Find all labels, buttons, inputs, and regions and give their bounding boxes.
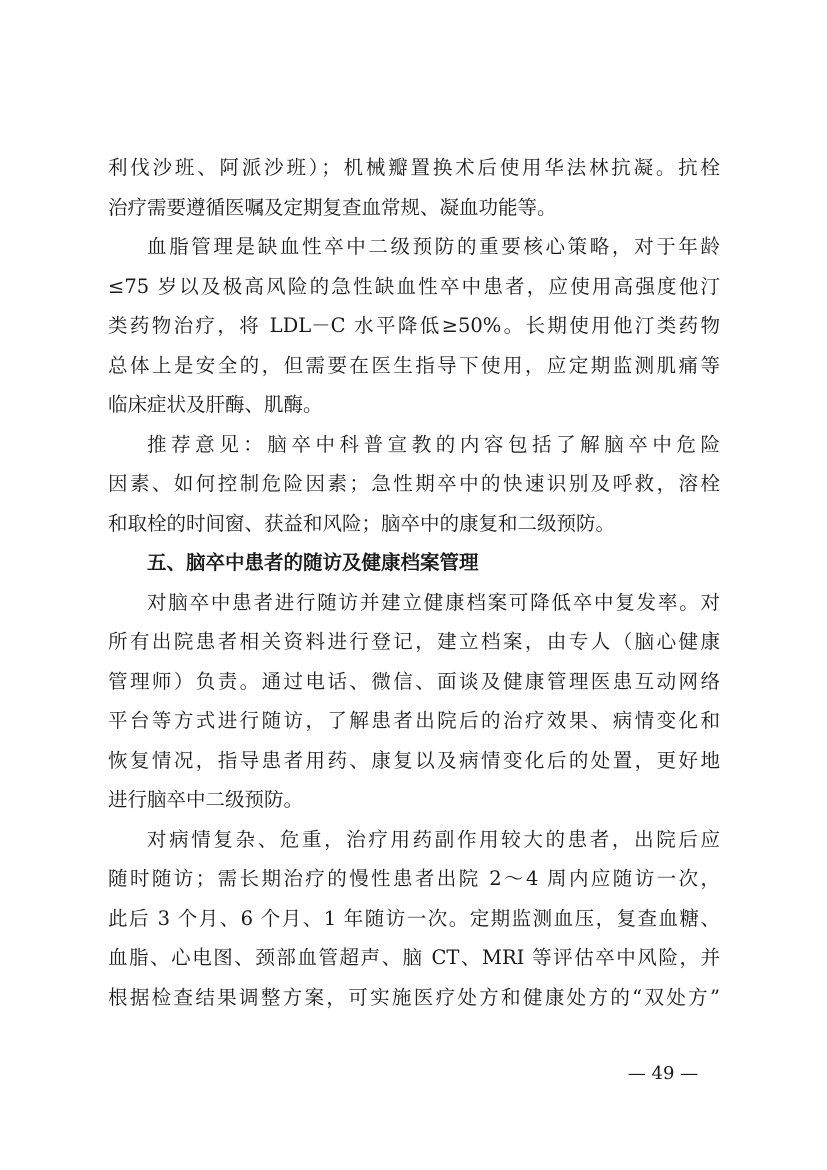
section-heading: 五、脑卒中患者的随访及健康档案管理	[147, 551, 479, 574]
document-body	[108, 148, 720, 1017]
text-line: 进行脑卒中二级预防。	[108, 788, 304, 811]
text-line: 恢复情况，指导患者用药、康复以及病情变化后的处置，更好地	[108, 748, 720, 772]
text-line: 利伐沙班、阿派沙班）；机械瓣置换术后使用华法林抗凝。抗栓	[108, 156, 720, 179]
text-line: 临床症状及肝酶、肌酶。	[108, 393, 323, 416]
text-line: 此后 3 个月、6 个月、1 年随访一次。定期监测血压，复查血糖、	[108, 906, 720, 930]
text-line: 随时随访；需长期治疗的慢性患者出院 2～4 周内应随访一次，	[108, 867, 720, 890]
paragraph-line: 对脑卒中患者进行随访并建立健康档案可降低卒中复发率。对	[147, 590, 720, 614]
text-line: ≤75 岁以及极高风险的急性缺血性卒中患者，应使用高强度他汀	[108, 274, 720, 298]
text-line: 所有出院患者相关资料进行登记，建立档案，由专人（脑心健康	[108, 630, 720, 653]
paragraph-line: 血脂管理是缺血性卒中二级预防的重要核心策略，对于年龄	[147, 235, 720, 258]
text-line: 总体上是安全的，但需要在医生指导下使用，应定期监测肌痛等	[108, 353, 720, 377]
text-line: 血脂、心电图、颈部血管超声、脑 CT、MRI 等评估卒中风险，并	[108, 946, 720, 969]
paragraph-line: 推荐意见：脑卒中科普宣教的内容包括了解脑卒中危险	[147, 432, 720, 456]
text-line: 治疗需要遵循医嘱及定期复查血常规、凝血功能等。	[108, 195, 557, 219]
text-line: 管理师）负责。通过电话、微信、面谈及健康管理医患互动网络	[108, 669, 720, 693]
text-line: 和取栓的时间窗、获益和风险；脑卒中的康复和二级预防。	[108, 511, 616, 535]
text-line: 平台等方式进行随访，了解患者出院后的治疗效果、病情变化和	[108, 709, 720, 732]
page-number: — 49 —	[627, 1063, 699, 1084]
text-line: 因素、如何控制危险因素；急性期卒中的快速识别及呼救，溶栓	[108, 472, 720, 495]
text-line: 类药物治疗，将 LDL－C 水平降低≥50%。长期使用他汀类药物	[108, 314, 720, 337]
paragraph-line: 对病情复杂、危重，治疗用药副作用较大的患者，出院后应	[147, 827, 720, 851]
text-line: 根据检查结果调整方案，可实施医疗处方和健康处方的“双处方”	[108, 985, 720, 1009]
